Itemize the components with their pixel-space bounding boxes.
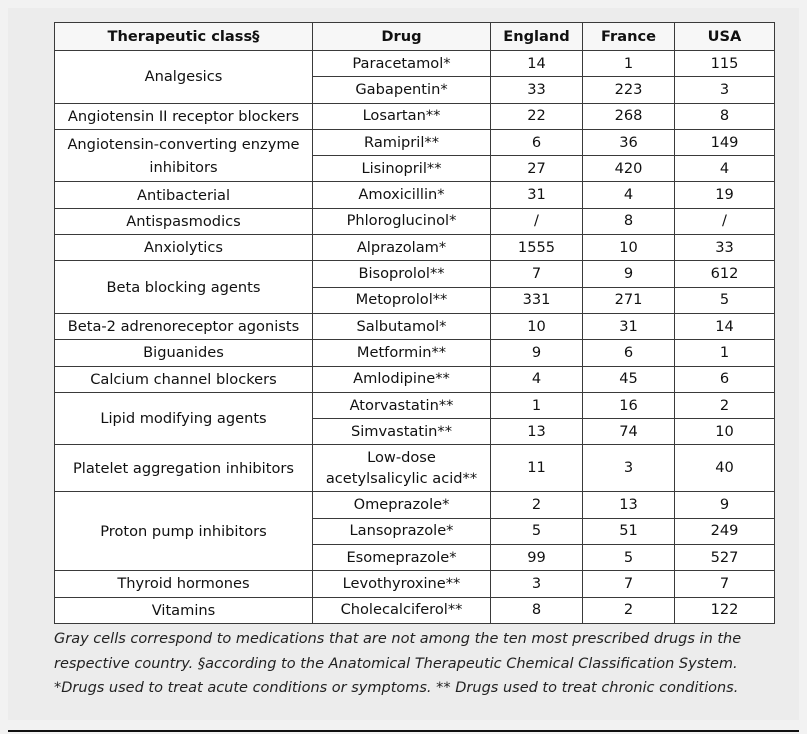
header-row xyxy=(55,23,775,51)
france-value-cell: 16 xyxy=(583,392,675,418)
drug-cell: Lisinopril** xyxy=(313,156,491,182)
table-row xyxy=(55,597,775,623)
therapeutic-class-cell: Thyroid hormones xyxy=(55,571,313,597)
table-row xyxy=(55,129,775,155)
france-value-cell: 8 xyxy=(583,208,675,234)
england-value-cell: 33 xyxy=(491,77,583,103)
therapeutic-class-cell: Beta blocking agents xyxy=(55,261,313,314)
england-value-cell: 8 xyxy=(491,597,583,623)
drug-cell: Levothyroxine** xyxy=(313,571,491,597)
header-usa: USA xyxy=(675,23,775,51)
drug-cell: Simvastatin** xyxy=(313,419,491,445)
therapeutic-class-cell: Antibacterial xyxy=(55,182,313,208)
footnote-line: Gray cells correspond to medications that are not among the ten most prescribed drugs in the xyxy=(54,631,742,647)
france-value-cell: 74 xyxy=(583,419,675,445)
footnote-line: *Drugs used to treat acute conditions or symptoms. ** Drugs used to treat chronic conditions. xyxy=(54,680,739,696)
drug-cell: Atorvastatin** xyxy=(313,392,491,418)
england-value-cell: 331 xyxy=(491,287,583,313)
england-value-cell: 14 xyxy=(491,51,583,77)
drug-cell: Losartan** xyxy=(313,103,491,129)
therapeutic-class-cell: Beta-2 adrenoreceptor agonists xyxy=(55,313,313,339)
drug-cell: Cholecalciferol** xyxy=(313,597,491,623)
table-footnote xyxy=(54,627,784,701)
footnote-line: respective country. §according to the Anatomical Therapeutic Chemical Classification System. xyxy=(54,655,738,672)
england-value-cell: 1555 xyxy=(491,235,583,261)
table-row xyxy=(55,182,775,208)
usa-value-cell: 19 xyxy=(675,182,775,208)
france-value-cell: 45 xyxy=(583,366,675,392)
therapeutic-class-cell: Vitamins xyxy=(55,597,313,623)
drug-cell: Metformin** xyxy=(313,340,491,366)
england-value-cell: 3 xyxy=(491,571,583,597)
table-row xyxy=(55,492,775,518)
drug-cell: Phloroglucinol* xyxy=(313,208,491,234)
england-value-cell: 10 xyxy=(491,313,583,339)
france-value-cell: 13 xyxy=(583,492,675,518)
drug-cell: Low-dose acetylsalicylic acid** xyxy=(313,445,491,492)
table-row xyxy=(55,392,775,418)
header-therapeutic-class: Therapeutic class§ xyxy=(55,23,313,51)
england-value-cell: 11 xyxy=(491,445,583,492)
drug-cell: Salbutamol* xyxy=(313,313,491,339)
therapeutic-class-cell: Antispasmodics xyxy=(55,208,313,234)
drug-cell: Amoxicillin* xyxy=(313,182,491,208)
therapeutic-class-cell: Angiotensin-converting enzyme inhibitors xyxy=(55,129,313,182)
england-value-cell: 2 xyxy=(491,492,583,518)
header-england: England xyxy=(491,23,583,51)
france-value-cell: 271 xyxy=(583,287,675,313)
drug-cell: Metoprolol** xyxy=(313,287,491,313)
therapeutic-class-cell: Angiotensin II receptor blockers xyxy=(55,103,313,129)
france-value-cell: 10 xyxy=(583,235,675,261)
table-row xyxy=(55,313,775,339)
drug-cell: Gabapentin* xyxy=(313,77,491,103)
usa-value-cell: 9 xyxy=(675,492,775,518)
england-value-cell: 31 xyxy=(491,182,583,208)
table-row xyxy=(55,235,775,261)
therapeutic-class-cell: Lipid modifying agents xyxy=(55,392,313,445)
table-row xyxy=(55,445,775,492)
usa-value-cell: 4 xyxy=(675,156,775,182)
therapeutic-class-cell: Analgesics xyxy=(55,51,313,104)
usa-value-cell: 612 xyxy=(675,261,775,287)
therapeutic-class-cell: Calcium channel blockers xyxy=(55,366,313,392)
table-panel xyxy=(8,8,799,720)
usa-value-cell: 5 xyxy=(675,287,775,313)
usa-value-cell: 122 xyxy=(675,597,775,623)
table-row xyxy=(55,366,775,392)
usa-value-cell: 249 xyxy=(675,518,775,544)
england-value-cell: 5 xyxy=(491,518,583,544)
usa-value-cell: 2 xyxy=(675,392,775,418)
table-row xyxy=(55,51,775,77)
table-row xyxy=(55,208,775,234)
usa-value-cell: 10 xyxy=(675,419,775,445)
table-row xyxy=(55,103,775,129)
table-body xyxy=(55,51,775,624)
france-value-cell: 7 xyxy=(583,571,675,597)
france-value-cell: 268 xyxy=(583,103,675,129)
usa-value-cell: 6 xyxy=(675,366,775,392)
usa-value-cell: 8 xyxy=(675,103,775,129)
bottom-divider xyxy=(8,730,799,732)
france-value-cell: 36 xyxy=(583,129,675,155)
drug-cell: Esomeprazole* xyxy=(313,545,491,571)
england-value-cell: 9 xyxy=(491,340,583,366)
england-value-cell: 27 xyxy=(491,156,583,182)
france-value-cell: 31 xyxy=(583,313,675,339)
drug-cell: Alprazolam* xyxy=(313,235,491,261)
england-value-cell: 1 xyxy=(491,392,583,418)
france-value-cell: 9 xyxy=(583,261,675,287)
usa-value-cell: 14 xyxy=(675,313,775,339)
usa-value-cell: 3 xyxy=(675,77,775,103)
therapeutic-class-cell: Platelet aggregation inhibitors xyxy=(55,445,313,492)
table-row xyxy=(55,340,775,366)
header-drug: Drug xyxy=(313,23,491,51)
table-row xyxy=(55,261,775,287)
usa-value-cell: / xyxy=(675,208,775,234)
drug-cell: Omeprazole* xyxy=(313,492,491,518)
usa-value-cell: 527 xyxy=(675,545,775,571)
drug-cell: Lansoprazole* xyxy=(313,518,491,544)
france-value-cell: 3 xyxy=(583,445,675,492)
england-value-cell: 4 xyxy=(491,366,583,392)
france-value-cell: 1 xyxy=(583,51,675,77)
france-value-cell: 2 xyxy=(583,597,675,623)
england-value-cell: / xyxy=(491,208,583,234)
england-value-cell: 99 xyxy=(491,545,583,571)
england-value-cell: 7 xyxy=(491,261,583,287)
table-row xyxy=(55,571,775,597)
therapeutic-class-cell: Biguanides xyxy=(55,340,313,366)
england-value-cell: 6 xyxy=(491,129,583,155)
france-value-cell: 6 xyxy=(583,340,675,366)
usa-value-cell: 7 xyxy=(675,571,775,597)
therapeutic-class-cell: Proton pump inhibitors xyxy=(55,492,313,571)
drug-cell: Amlodipine** xyxy=(313,366,491,392)
drug-cell: Paracetamol* xyxy=(313,51,491,77)
france-value-cell: 420 xyxy=(583,156,675,182)
usa-value-cell: 40 xyxy=(675,445,775,492)
usa-value-cell: 33 xyxy=(675,235,775,261)
england-value-cell: 13 xyxy=(491,419,583,445)
header-france: France xyxy=(583,23,675,51)
france-value-cell: 4 xyxy=(583,182,675,208)
england-value-cell: 22 xyxy=(491,103,583,129)
drug-cell: Ramipril** xyxy=(313,129,491,155)
usa-value-cell: 149 xyxy=(675,129,775,155)
therapeutic-class-cell: Anxiolytics xyxy=(55,235,313,261)
usa-value-cell: 1 xyxy=(675,340,775,366)
drug-cell: Bisoprolol** xyxy=(313,261,491,287)
france-value-cell: 5 xyxy=(583,545,675,571)
usa-value-cell: 115 xyxy=(675,51,775,77)
france-value-cell: 223 xyxy=(583,77,675,103)
france-value-cell: 51 xyxy=(583,518,675,544)
drug-table xyxy=(54,22,775,624)
